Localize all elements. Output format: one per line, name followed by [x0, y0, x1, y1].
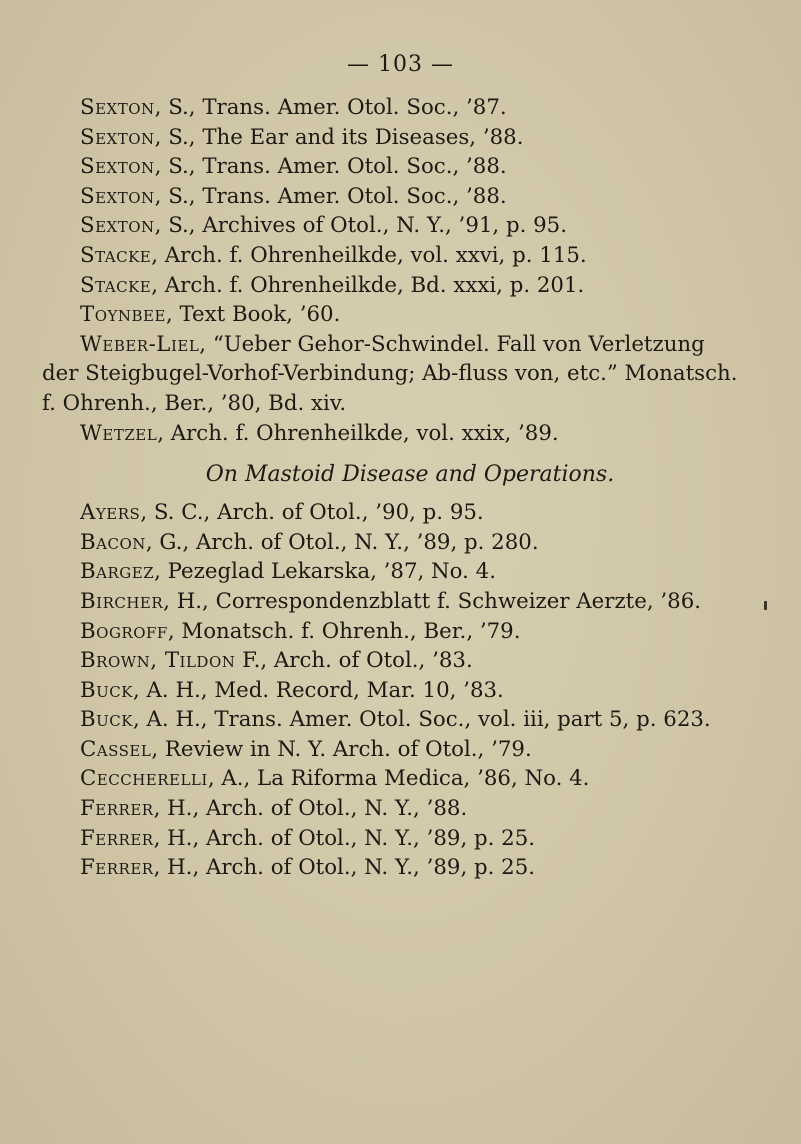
reference-author: Ayers: [80, 500, 141, 526]
reference-entry: [80, 646, 740, 676]
reference-citation: F., Arch. of Otol., ’83.: [235, 648, 473, 674]
reference-citation: , S., Trans. Amer. Otol. Soc., ’88.: [154, 154, 507, 180]
reference-citation: , G., Arch. of Otol., N. Y., ’89, p. 280.: [145, 529, 539, 555]
reference-entry: [80, 617, 740, 647]
reference-entry: [80, 241, 740, 271]
reference-author: Ferrer: [80, 796, 154, 822]
reference-entry: [80, 853, 740, 883]
reference-entry: [80, 182, 740, 212]
reference-author: Buck: [80, 677, 133, 703]
reference-citation: , Text Book, ’60.: [165, 302, 341, 328]
reference-author: Sexton: [80, 124, 155, 150]
reference-citation: , H., Correspondenzblatt f. Schweizer Aerzte, ’86.: [163, 588, 702, 614]
reference-entry: [80, 152, 740, 182]
reference-citation: , S., The Ear and its Diseases, ’88.: [154, 124, 524, 150]
reference-author: Stacke: [80, 272, 152, 298]
reference-entry: [80, 824, 740, 854]
reference-entry: [80, 93, 740, 123]
reference-citation: , S., Trans. Amer. Otol. Soc., ’88.: [154, 183, 507, 209]
reference-citation: , H., Arch. of Otol., N. Y., ’89, p. 25.: [153, 825, 536, 851]
reference-citation: , S. C., Arch. of Otol., ’90, p. 95.: [140, 500, 484, 526]
reference-entry: [42, 330, 740, 419]
reference-entry: [80, 211, 740, 241]
paper-speck: [764, 601, 767, 610]
reference-entry: [80, 676, 740, 706]
reference-citation: , H., Arch. of Otol., N. Y., ’88.: [153, 796, 468, 822]
reference-author: Bacon: [80, 529, 146, 555]
reference-entry: [42, 705, 740, 735]
reference-author: Sexton: [80, 213, 155, 239]
reference-citation: , A., La Riforma Medica, ’86, No. 4.: [207, 766, 590, 792]
reference-author: Buck: [80, 707, 133, 733]
reference-author: Sexton: [80, 154, 155, 180]
reference-author: Sexton: [80, 183, 155, 209]
reference-author: Stacke: [80, 242, 152, 268]
reference-list: [42, 93, 740, 883]
reference-citation: , “Ueber Gehor-Schwindel. Fall von Verletzung der Steigbugel-Vorhof-Verbindung; Ab-fluss von, etc.” Monatsch. f. Ohrenh., Ber., ’80, Bd. xiv.: [42, 331, 738, 416]
reference-entry: [80, 735, 740, 765]
reference-author: Wetzel: [80, 420, 158, 446]
reference-author: Sexton: [80, 95, 155, 120]
reference-author: Brown, Tildon: [80, 648, 236, 674]
reference-entry: [80, 794, 740, 824]
reference-author: Ceccherelli: [80, 766, 208, 792]
reference-citation: , S., Trans. Amer. Otol. Soc., ’87.: [154, 95, 507, 120]
reference-author: Weber-Liel: [80, 331, 200, 357]
reference-citation: , H., Arch. of Otol., N. Y., ’89, p. 25.: [153, 855, 536, 881]
reference-citation: , Review in N. Y. Arch. of Otol., ’79.: [151, 736, 532, 762]
reference-author: Bogroff: [80, 618, 168, 644]
reference-citation: , A. H., Med. Record, Mar. 10, ’83.: [132, 677, 504, 703]
reference-entry: [80, 528, 740, 558]
page-number: — 103 —: [347, 52, 454, 77]
reference-entry: [80, 123, 740, 153]
reference-entry: [80, 419, 740, 449]
reference-citation: , Arch. f. Ohrenheilkde, Bd. xxxi, p. 201.: [151, 272, 585, 298]
section-heading: On Mastoid Disease and Operations.: [205, 462, 615, 488]
reference-author: Cassel: [80, 736, 152, 762]
reference-author: Bargez: [80, 559, 155, 585]
reference-author: Toynbee: [80, 302, 166, 328]
reference-entry: [80, 764, 740, 794]
reference-citation: , S., Archives of Otol., N. Y., ’91, p. 95.: [154, 213, 568, 239]
reference-entry: [80, 300, 740, 330]
reference-author: Ferrer: [80, 855, 154, 881]
reference-entry: [42, 587, 740, 617]
reference-entry: [80, 498, 740, 528]
reference-citation: , Arch. f. Ohrenheilkde, vol. xxvi, p. 115.: [151, 242, 587, 268]
reference-citation: , Arch. f. Ohrenheilkde, vol. xxix, ’89.: [157, 420, 559, 446]
reference-entry: [80, 557, 740, 587]
reference-author: Bircher: [80, 588, 164, 614]
reference-citation: , A. H., Trans. Amer. Otol. Soc., vol. iii, part 5, p. 623.: [132, 707, 711, 733]
reference-citation: , Pezeglad Lekarska, ’87, No. 4.: [154, 559, 496, 585]
reference-citation: , Monatsch. f. Ohrenh., Ber., ’79.: [167, 618, 521, 644]
reference-entry: [80, 271, 740, 301]
reference-author: Ferrer: [80, 825, 154, 851]
